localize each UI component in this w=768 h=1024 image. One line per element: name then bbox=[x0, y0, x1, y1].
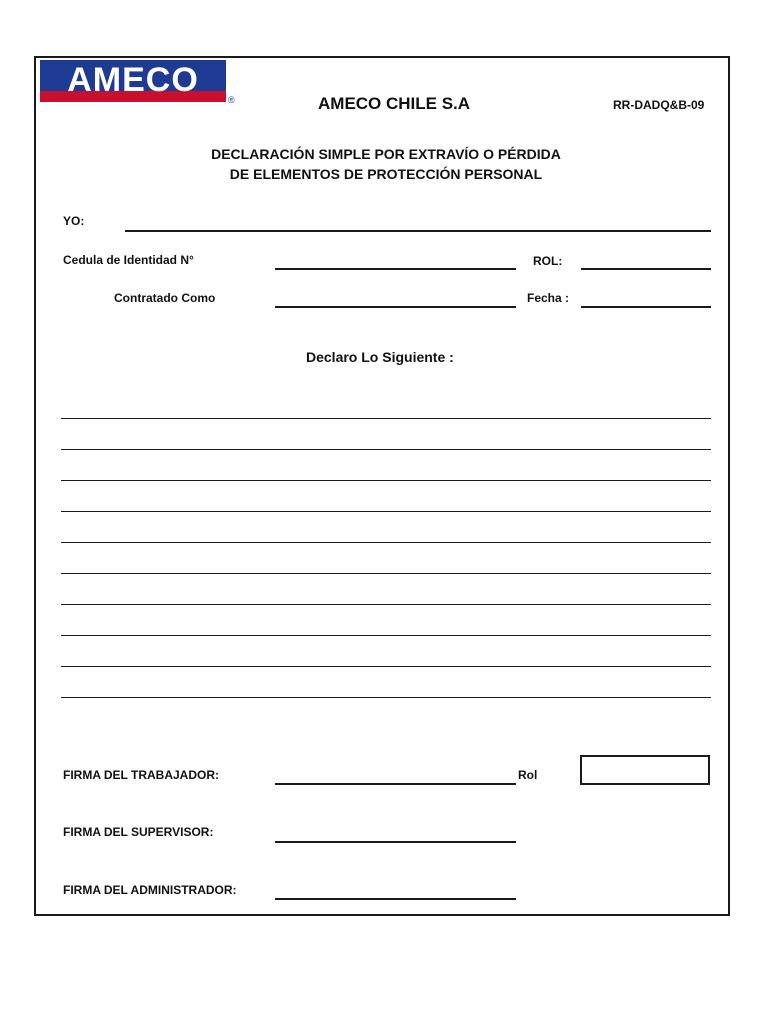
declaration-line[interactable] bbox=[61, 604, 711, 605]
declaration-heading: Declaro Lo Siguiente : bbox=[306, 349, 454, 365]
declaration-line[interactable] bbox=[61, 542, 711, 543]
firma-supervisor-field[interactable] bbox=[275, 841, 516, 843]
fecha-field[interactable] bbox=[581, 306, 711, 308]
firma-administrador-field[interactable] bbox=[275, 898, 516, 900]
cedula-field[interactable] bbox=[275, 268, 516, 270]
firma-supervisor-label: FIRMA DEL SUPERVISOR: bbox=[63, 825, 214, 839]
declaration-line[interactable] bbox=[61, 666, 711, 667]
declaration-line[interactable] bbox=[61, 480, 711, 481]
registered-mark: ® bbox=[228, 95, 235, 105]
fecha-label: Fecha : bbox=[527, 291, 570, 305]
rol-signature-box[interactable] bbox=[580, 755, 710, 785]
firma-administrador-label: FIRMA DEL ADMINISTRADOR: bbox=[63, 883, 237, 897]
yo-label: YO: bbox=[63, 214, 85, 228]
declaration-line[interactable] bbox=[61, 418, 711, 419]
firma-trabajador-label: FIRMA DEL TRABAJADOR: bbox=[63, 768, 219, 782]
logo-text: AMECO bbox=[67, 61, 199, 99]
contratado-label: Contratado Como bbox=[114, 291, 216, 305]
declaration-line[interactable] bbox=[61, 573, 711, 574]
declaration-line[interactable] bbox=[61, 449, 711, 450]
declaration-line[interactable] bbox=[61, 697, 711, 698]
cedula-label: Cedula de Identidad N° bbox=[63, 253, 194, 267]
document-code: RR-DADQ&B-09 bbox=[613, 98, 705, 112]
rol-label: ROL: bbox=[533, 254, 563, 268]
form-frame bbox=[34, 56, 730, 916]
form-title-line1: DECLARACIÓN SIMPLE POR EXTRAVÍO O PÉRDIDA bbox=[211, 146, 561, 162]
company-name: AMECO CHILE S.A bbox=[318, 94, 471, 113]
firma-trabajador-field[interactable] bbox=[275, 783, 516, 785]
declaration-line[interactable] bbox=[61, 635, 711, 636]
rol-signature-label: Rol bbox=[518, 768, 538, 782]
declaration-line[interactable] bbox=[61, 511, 711, 512]
rol-field[interactable] bbox=[581, 268, 711, 270]
contratado-field[interactable] bbox=[275, 306, 516, 308]
ameco-logo bbox=[40, 60, 226, 104]
form-title-line2: DE ELEMENTOS DE PROTECCIÓN PERSONAL bbox=[229, 166, 543, 182]
yo-field[interactable] bbox=[125, 230, 711, 232]
